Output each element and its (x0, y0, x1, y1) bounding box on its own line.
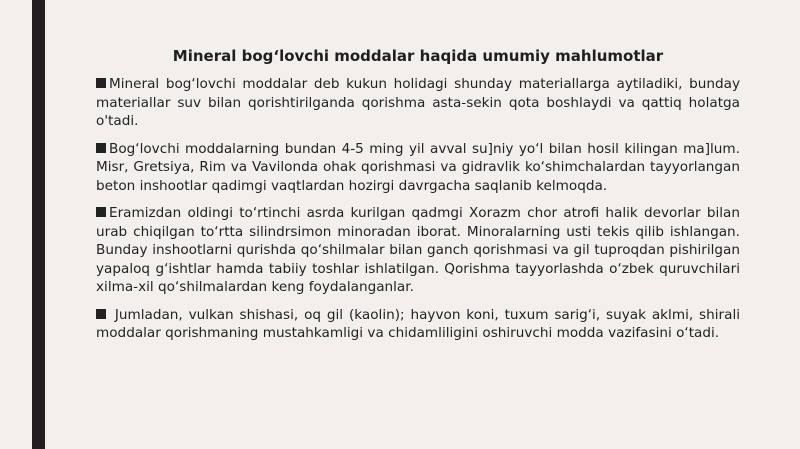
paragraph-1 (96, 75, 740, 131)
slide-title: Mineral bog‘lovchi moddalar haqida umumiy mahlumotlar (172, 47, 664, 65)
paragraph-3 (96, 204, 740, 297)
paragraph-4-text: Jumladan, vulkan shishasi, oq gil (kaolin); hayvon koni, tuxum sarig‘i, suyak aklmi, shirali moddalar qorishmaning mustahkamligi va chidamliligini oshiruvchi modda vazifasini o‘tadi. (96, 306, 740, 341)
square-bullet-icon (96, 309, 106, 319)
paragraph-4 (96, 306, 740, 343)
paragraph-1-text: Mineral bog‘lovchi moddalar deb kukun holidagi shunday materiallarga aytiladiki, bunday materiallar suv bilan qorishtirilganda qorishma asta-sekin qota boshlaydi va qattiq holatga o'tadi. (96, 76, 740, 129)
paragraph-2 (96, 140, 740, 196)
square-bullet-icon (96, 78, 106, 88)
left-accent-bar (32, 0, 45, 449)
paragraph-2-text: Bog‘lovchi moddalarning bundan 4-5 ming yil avval su]niy yo‘l bilan hosil kilingan ma]lum. Misr, Gretsiya, Rim va Vavilonda ohak qorishmasi va gidravlik ko‘shimchalardan tayyorlangan beton inshootlar qadimgi vaqtlardan hozirgi davrgacha saqlanib kelmoqda. (96, 140, 740, 194)
square-bullet-icon (96, 207, 106, 217)
paragraph-3-text: Eramizdan oldingi to‘rtinchi asrda kurilgan qadmgi Xorazm chor atrofi halik devorlar bilan urab chiqilgan to‘rtta silindrsimon minoradan iborat. Minoralarning usti tekis qilib ishlangan. Bunday inshootlarni qurishda qo‘shilmalar bilan ganch qorishmasi va gil tuproqdan pishirilgan yapaloq g‘ishtlar hamda tabiiy toshlar ishlatilgan. Qorishma tayyorlashda o‘zbek quruvchilari xilma-xil qo‘shilmalardan keng foydalanganlar. (96, 205, 740, 295)
square-bullet-icon (96, 143, 106, 153)
slide-content (96, 46, 740, 352)
